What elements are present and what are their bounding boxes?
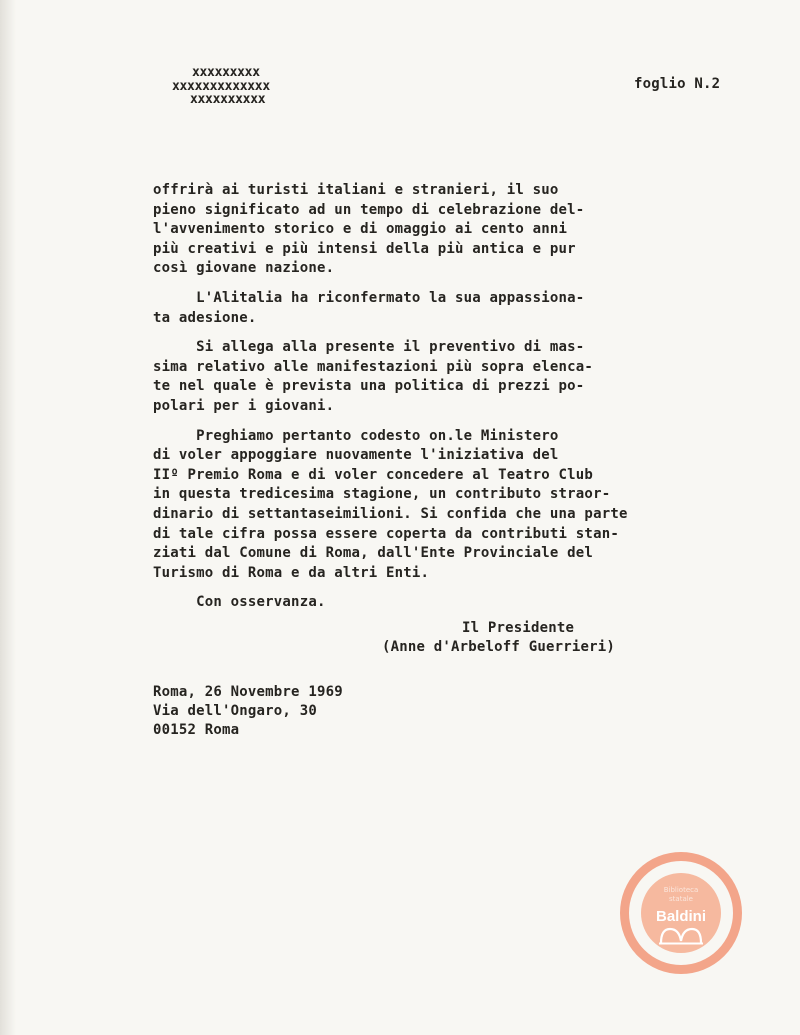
body-line: Preghiamo pertanto codesto on.le Ministero	[153, 427, 559, 444]
strike-line-2: xxxxxxxxxxxxx	[172, 79, 270, 94]
body-line: Turismo di Roma e da altri Enti.	[153, 564, 430, 581]
strike-line-3: xxxxxxxxxx	[190, 92, 266, 107]
body-line: te nel quale è prevista una politica di prezzi po-	[153, 378, 585, 395]
body-line: dinario di settantaseimilioni. Si confida che una parte	[153, 506, 628, 522]
body-line: ziati dal Comune di Roma, dall'Ente Provinciale del	[153, 545, 594, 562]
street-address: Via dell'Ongaro, 30	[153, 703, 317, 719]
body-line: Con osservanza.	[153, 594, 326, 611]
stamp-word: Baldini	[655, 908, 706, 925]
library-stamp	[620, 852, 742, 974]
body-line: l'avvenimento storico e di omaggio ai cento anni	[153, 221, 568, 238]
body-line: di voler appoggiare nuovamente l'iniziativa del	[153, 447, 559, 464]
body-line: L'Alitalia ha riconfermato la sua appassiona-	[153, 290, 585, 306]
body-line: in questa tredicesima stagione, un contributo straor-	[153, 486, 611, 503]
body-line: così giovane nazione.	[153, 260, 335, 277]
signature-name: (Anne d'Arbeloff Guerrieri)	[382, 639, 615, 655]
body-line: più creativi e più intensi della più antica e pur	[153, 240, 576, 257]
open-book-icon	[659, 925, 703, 945]
stamp-mid-text: statale	[669, 895, 693, 903]
date-place: Roma, 26 Novembre 1969	[153, 684, 343, 700]
body-line: Si allega alla presente il preventivo di mas-	[153, 339, 585, 356]
stamp-top-text: Biblioteca	[663, 886, 699, 894]
city-address: 00152 Roma	[153, 722, 240, 738]
body-line: offrirà ai turisti italiani e stranieri, il suo	[153, 182, 559, 198]
body-line: di tale cifra possa essere coperta da contributi stan-	[153, 525, 619, 542]
body-line: polari per i giovani.	[153, 398, 335, 414]
sheet-number: foglio N.2	[634, 76, 721, 92]
strike-line-1: xxxxxxxxx	[192, 65, 260, 80]
paper-edge-shadow	[0, 0, 16, 1035]
library-stamp-logo	[641, 873, 721, 953]
body-line: ta adesione.	[153, 309, 257, 326]
body-line: IIº Premio Roma e di voler concedere al Teatro Club	[153, 466, 594, 483]
body-line: sima relativo alle manifestazioni più sopra elenca-	[153, 358, 594, 375]
signature-title: Il Presidente	[462, 620, 575, 636]
body-line: pieno significato ad un tempo di celebrazione del-	[153, 201, 585, 218]
